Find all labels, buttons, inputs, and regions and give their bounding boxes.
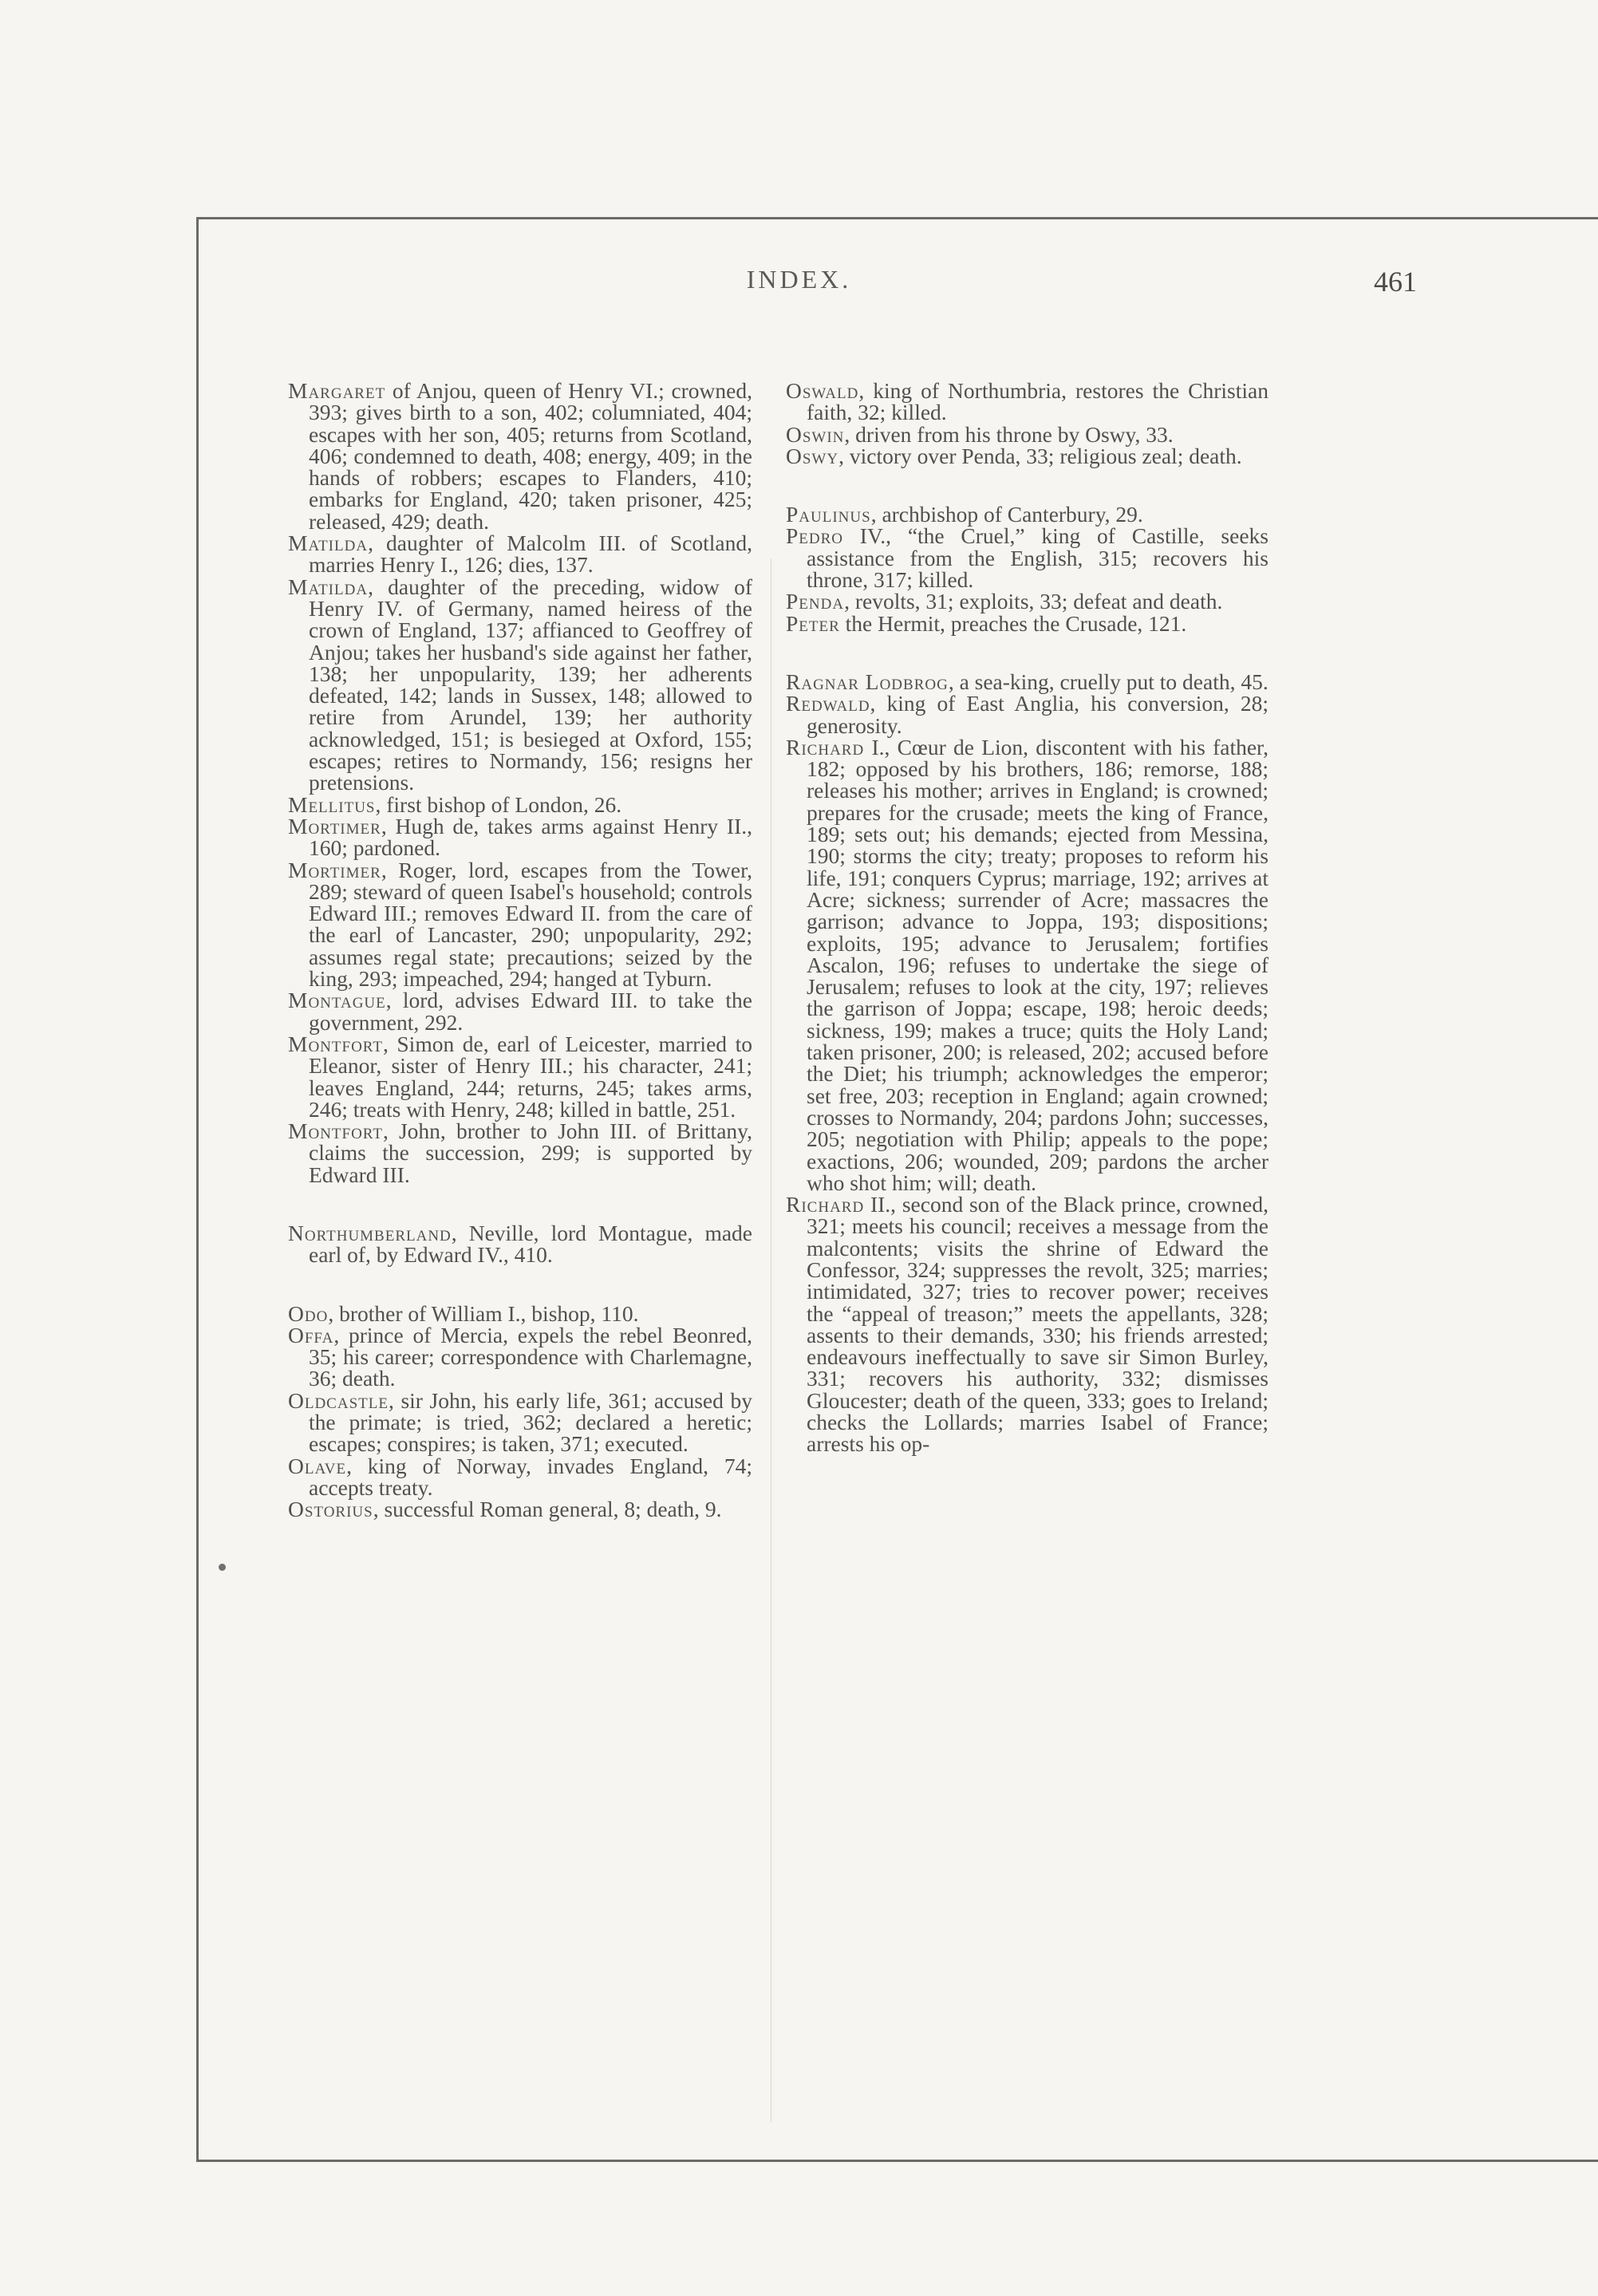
entry-heading: Mortimer [288, 813, 381, 838]
section-gap [288, 1185, 752, 1222]
index-entry [288, 1387, 752, 1457]
index-entry [786, 590, 1269, 612]
entry-text: , sir John, his early life, 361; accused by the primate; is tried, 362; declared a heretic; escapes; conspires; is taken, 371; executed. [309, 1387, 752, 1457]
index-entry [288, 791, 752, 817]
entry-text: , driven from his throne by Oswy, 33. [844, 421, 1174, 447]
index-column-left [288, 380, 752, 1521]
index-entry [288, 1498, 752, 1520]
running-title: INDEX. [746, 265, 852, 294]
entry-heading: Odo [288, 1300, 329, 1326]
entry-text: , successful Roman general, 8; death, 9. [373, 1497, 722, 1522]
entry-text: II., second son of the Black prince, crowned, 321; meets his council; receives a message from the malcontents; visits the shrine of Edward the Confessor, 324; suppresses the revolt, 325; marries; intimidated, 327; tries to recover power; receives the “appeal of treason;” meets the appellants, 328; assents to their demands, 330; his friends arrested; endeavours ineffectually to save sir Simon Burley, 331; recovers his authority, 332; dismisses Gloucester; death of the queen, 333; goes to Ireland; checks the Lollards; marries Isabel of France; arrests his op- [807, 1192, 1269, 1457]
entry-heading: Ragnar Lodbrog [786, 669, 949, 694]
entry-heading: Redwald [786, 691, 870, 716]
entry-heading: Mellitus [288, 791, 376, 817]
index-entry [288, 532, 752, 576]
entry-text: , Neville, lord Montague, made earl of, by Edward IV., 410. [309, 1220, 752, 1268]
entry-heading: Northumberland [288, 1220, 452, 1245]
index-entry [288, 1324, 752, 1390]
index-entry [288, 1033, 752, 1120]
entry-heading: Matilda [288, 574, 369, 599]
index-entry [288, 1455, 752, 1499]
index-entry [288, 815, 752, 859]
entry-heading: Ostorius [288, 1497, 373, 1522]
entry-text: , king of Northumbria, restores the Christian faith, 32; killed. [807, 378, 1269, 425]
index-entry [786, 503, 1269, 525]
index-entry [288, 989, 752, 1033]
index-entry [288, 576, 752, 794]
index-entry [288, 1222, 752, 1266]
entry-text: , a sea-king, cruelly put to death, 45. [948, 669, 1269, 694]
entry-text: , first bishop of London, 26. [375, 791, 622, 817]
entry-text: , daughter of the preceding, widow of Henry IV. of Germany, named heiress of the crown of England, 137; affianced to Geoffrey of Anjou; takes her husband's side against her father, 138; her unpopularity, 139; her adherents defeated, 142; lands in Sussex, 148; allowed to retire from Arundel, 139; her authority acknowledged, 151; is besieged at Oxford, 155; escapes; retires to Normandy, 156; resigns her pretensions. [309, 574, 752, 795]
index-entry [786, 380, 1269, 424]
index-entry [288, 859, 752, 990]
margin-mark [219, 1564, 226, 1571]
entry-heading: Montfort [288, 1031, 383, 1056]
entry-text: , Simon de, earl of Leicester, married to Eleanor, sister of Henry III.; his character, 241; leaves England, 244; returns, 245; takes arms, 246; treats with Henry, 248; killed in battle, 251. [309, 1031, 752, 1122]
entry-heading: Pedro [786, 523, 844, 549]
entry-text: , Hugh de, takes arms against Henry II., 160; pardoned. [309, 813, 752, 861]
entry-heading: Peter [786, 610, 840, 636]
entry-heading: Matilda [288, 531, 369, 556]
index-entry [786, 671, 1269, 692]
entry-text: , Roger, lord, escapes from the Tower, 289; steward of queen Isabel's household; controls Edward III.; removes Edward II. from the care of the earl of Lancaster, 290; unpopularity, 292; assumes regal state; precautions; seized by the king, 293; impeached, 294; hanged at Tyburn. [309, 857, 752, 992]
entry-heading: Oswald [786, 378, 859, 403]
index-entry [786, 523, 1269, 593]
index-entry [288, 1300, 752, 1326]
index-entry [288, 380, 752, 532]
entry-heading: Penda [786, 589, 845, 614]
index-entry [786, 445, 1269, 467]
index-entry [786, 736, 1269, 1193]
entry-heading: Oswy [786, 443, 839, 468]
entry-heading: Montfort [288, 1118, 383, 1144]
page-number: 461 [1374, 266, 1417, 298]
entry-text: IV., “the Cruel,” king of Castille, seeks assistance from the English, 315; recovers his throne, 317; killed. [807, 523, 1269, 593]
entry-text: , king of East Anglia, his conversion, 28; generosity. [807, 691, 1269, 738]
section-gap [288, 1266, 752, 1303]
entry-text: , victory over Penda, 33; religious zeal; death. [838, 443, 1242, 468]
entry-heading: Oldcastle [288, 1387, 389, 1413]
entry-text: , prince of Mercia, expels the rebel Beonred, 35; his career; correspondence with Charlemagne, 36; death. [309, 1322, 752, 1391]
entry-heading: Margaret [288, 378, 386, 403]
entry-heading: Mortimer [288, 857, 381, 882]
entry-heading: Oswin [786, 421, 845, 447]
index-entry [288, 1120, 752, 1185]
index-entry [786, 610, 1269, 636]
section-gap [786, 467, 1269, 503]
entry-text: , brother of William I., bishop, 110. [328, 1300, 639, 1326]
section-gap [786, 634, 1269, 671]
entry-heading: Paulinus [786, 502, 871, 527]
index-entry [786, 1193, 1269, 1455]
entry-text: the Hermit, preaches the Crusade, 121. [839, 610, 1187, 636]
entry-heading: Offa [288, 1322, 334, 1347]
entry-heading: Olave [288, 1453, 347, 1478]
entry-heading: Richard [786, 1192, 865, 1217]
entry-text: I., Cœur de Lion, discontent with his father, 182; opposed by his brothers, 186; remorse, 188; releases his mother; arrives in England; is crowned; prepares for the crusade; meets the king of France, 189; sets out; his demands; ejected from Messina, 190; storms the city; treaty; proposes to reform his life, 191; conquers Cyprus; marriage, 192; arrives at Acre; sickness; surrender of Acre; massacres the garrison; advance to Joppa, 193; dispositions; exploits, 195; advance to Jerusalem; fortifies Ascalon, 196; refuses to undertake the siege of Jerusalem; refuses to look at the city, 197; relieves the garrison of Joppa; escape, 198; heroic deeds; sickness, 199; makes a truce; quits the Holy Land; taken prisoner, 200; is released, 202; accused before the Diet; his triumph; acknowledges the emperor; set free, 203; reception in England; again crowned; crosses to Normandy, 204; pardons John; successes, 205; negotiation with Philip; appeals to the pope; exactions, 206; wounded, 209; pardons the archer who shot him; will; death. [807, 734, 1269, 1195]
entry-text: , lord, advises Edward III. to take the government, 292. [309, 988, 752, 1035]
entry-text: , daughter of Malcolm III. of Scotland, marries Henry I., 126; dies, 137. [309, 531, 752, 578]
entry-text: , revolts, 31; exploits, 33; defeat and death. [844, 589, 1223, 614]
entry-text: , John, brother to John III. of Brittany, claims the succession, 299; is supported by Edward III. [309, 1118, 752, 1187]
entry-text: of Anjou, queen of Henry VI.; crowned, 393; gives birth to a son, 402; columniated, 404; escapes with her son, 405; returns from Scotland, 406; condemned to death, 408; energy, 409; in the hands of robbers; escapes to Flanders, 410; embarks for England, 420; taken prisoner, 425; released, 429; death. [309, 378, 752, 534]
index-column-right [786, 380, 1269, 1455]
index-entry [786, 692, 1269, 736]
index-entry [786, 421, 1269, 447]
entry-heading: Montague [288, 988, 386, 1013]
entry-text: , king of Norway, invades England, 74; accepts treaty. [309, 1453, 752, 1500]
entry-text: , archbishop of Canterbury, 29. [870, 502, 1143, 527]
entry-heading: Richard [786, 734, 865, 759]
